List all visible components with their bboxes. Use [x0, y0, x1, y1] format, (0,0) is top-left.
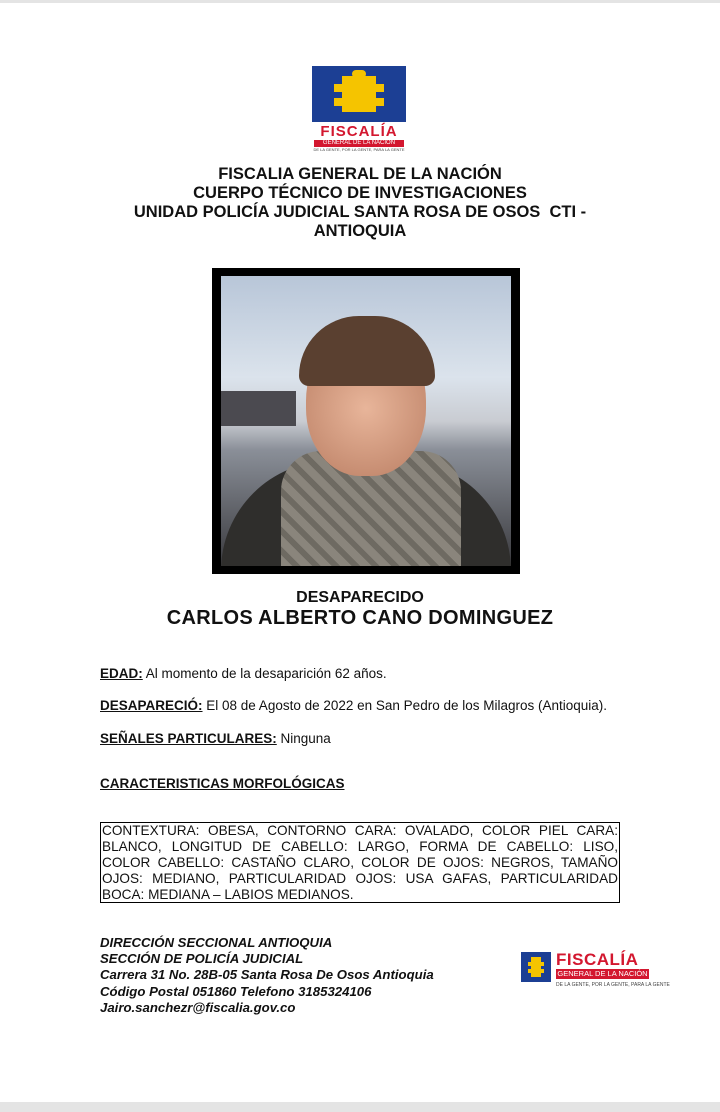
morph-description: CONTEXTURA: OBESA, CONTORNO CARA: OVALADO, COLOR PIEL CARA: BLANCO, LONGITUD DE CABELLO: LARGO, FORMA DE CABELLO: LISO, COLOR CABELLO: CASTAÑO CLARO, COLOR DE OJOS: NEGROS, TAMAÑO OJOS: MEDIANO, PARTICULARIDAD OJOS: USA GAFAS, PARTICULARIDAD BOCA: MEDIANA – LABIOS MEDIANOS. [102, 823, 618, 902]
puzzle-icon [521, 952, 551, 982]
bottom-band [0, 1102, 720, 1112]
email-link[interactable]: Jairo.sanchezr@fiscalia.gov.co [100, 999, 296, 1015]
photo-frame [212, 268, 520, 574]
field-marks: SEÑALES PARTICULARES: Ninguna [100, 731, 331, 746]
morph-title: CARACTERISTICAS MORFOLÓGICAS [100, 776, 345, 791]
fiscalia-logo: FISCALÍA GENERAL DE LA NACIÓN DE LA GENTE, POR LA GENTE, PARA LA GENTE [312, 66, 406, 148]
field-disappeared: DESAPARECIÓ: El 08 de Agosto de 2022 en San Pedro de los Milagros (Antioquia). [100, 698, 608, 713]
contact-footer: DIRECCIÓN SECCIONAL ANTIOQUIA SECCIÓN DE POLICÍA JUDICIAL Carrera 31 No. 28B-05 Santa Rosa De Osos Antioquia Código Postal 051860 Telefono 3185324106 Jairo.sanchezr@fiscalia.gov.co [100, 935, 434, 1015]
puzzle-icon [312, 66, 406, 122]
page-heading: FISCALIA GENERAL DE LA NACIÓN CUERPO TÉCNICO DE INVESTIGACIONES UNIDAD POLICÍA JUDICIAL SANTA ROSA DE OSOS CTI - ANTIOQUIA [133, 165, 587, 240]
fiscalia-logo-small: FISCALÍA GENERAL DE LA NACIÓN DE LA GENTE, POR LA GENTE, PARA LA GENTE [521, 950, 651, 992]
person-name: CARLOS ALBERTO CANO DOMINGUEZ [166, 607, 554, 629]
person-photo [221, 276, 511, 566]
status-label: DESAPARECIDO [296, 589, 424, 606]
field-age: EDAD: Al momento de la desaparición 62 años. [100, 666, 387, 681]
top-band [0, 0, 720, 3]
